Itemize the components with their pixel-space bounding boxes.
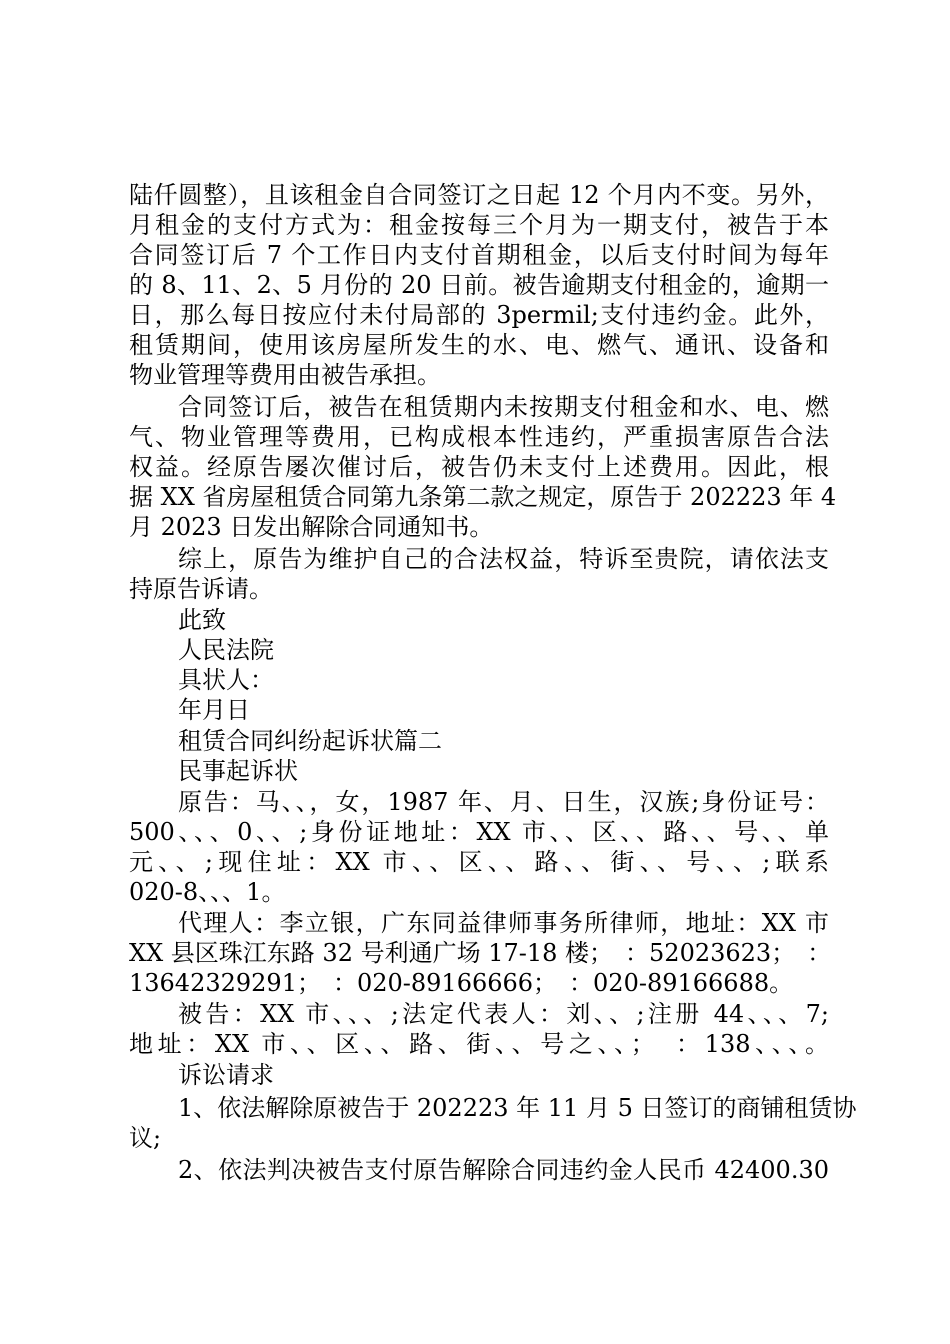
date-label: 年月日 [178, 696, 250, 724]
text-line: 地址：XX 市、、区、、路、街、、号之、、； ：138、、、。 [129, 1030, 829, 1058]
section-heading: 租赁合同纠纷起诉状篇二 [178, 727, 442, 755]
text-line: 合同签订后，被告在租赁期内未按期支付租金和水、电、燃 [178, 393, 829, 421]
text-line: 据 XX 省房屋租赁合同第九条第二款之规定，原告于 202223 年 4 [129, 483, 837, 511]
text-line: 持原告诉请。 [129, 575, 273, 603]
text-line: 500、、、0、、;身份证地址：XX 市、、区、、路、、号、、单 [129, 818, 829, 846]
salutation: 此致 [178, 606, 226, 634]
text-line: 13642329291； ：020-89166666； ：020-89166688。 [129, 969, 794, 997]
text-line: 物业管理等费用由被告承担。 [129, 361, 441, 389]
text-line: 气、物业管理等费用，已构成根本性违约，严重损害原告合法 [129, 423, 829, 451]
text-line: 代理人：李立银，广东同益律师事务所律师，地址：XX 市 [178, 909, 829, 937]
text-line: 租赁期间，使用该房屋所发生的水、电、燃气、通讯、设备和 [129, 331, 829, 359]
text-line: 议; [129, 1124, 162, 1152]
text-line: 020-8、、、1。 [129, 878, 286, 906]
text-line: 综上，原告为维护自己的合法权益，特诉至贵院，请依法支 [178, 545, 829, 573]
signer-label: 具状人： [178, 666, 274, 694]
text-line: 原告：马、、，女，1987 年、月、日生，汉族;身份证号： [178, 788, 829, 816]
text-line: 1、依法解除原被告于 202223 年 11 月 5 日签订的商铺租赁协 [178, 1094, 857, 1122]
text-line: XX 县区珠江东路 32 号利通广场 17-18 楼； ：52023623； ： [129, 939, 832, 967]
text-line: 被告：XX 市、、、;法定代表人：刘、、;注册 44、、、7; [178, 1000, 829, 1028]
text-line: 日，那么每日按应付未付局部的 3permil;支付违约金。此外， [129, 301, 829, 329]
text-line: 2、依法判决被告支付原告解除合同违约金人民币 42400.30 [178, 1156, 829, 1184]
text-line: 陆仟圆整），且该租金自合同签订之日起 12 个月内不变。另外， [129, 181, 829, 209]
text-line: 元、、;现住址：XX 市、、区、、路、、街、、号、、;联系 [129, 848, 829, 876]
section-heading: 诉讼请求 [178, 1061, 274, 1089]
text-line: 月租金的支付方式为：租金按每三个月为一期支付，被告于本 [129, 211, 829, 239]
text-line: 合同签订后 7 个工作日内支付首期租金，以后支付时间为每年 [129, 241, 829, 269]
text-line: 月 2023 日发出解除合同通知书。 [129, 513, 494, 541]
court-name: 人民法院 [178, 636, 274, 664]
text-line: 的 8、11、2、5 月份的 20 日前。被告逾期支付租金的，逾期一 [129, 271, 829, 299]
text-line: 权益。经原告屡次催讨后，被告仍未支付上述费用。因此，根 [129, 453, 829, 481]
document-title: 民事起诉状 [178, 757, 298, 785]
